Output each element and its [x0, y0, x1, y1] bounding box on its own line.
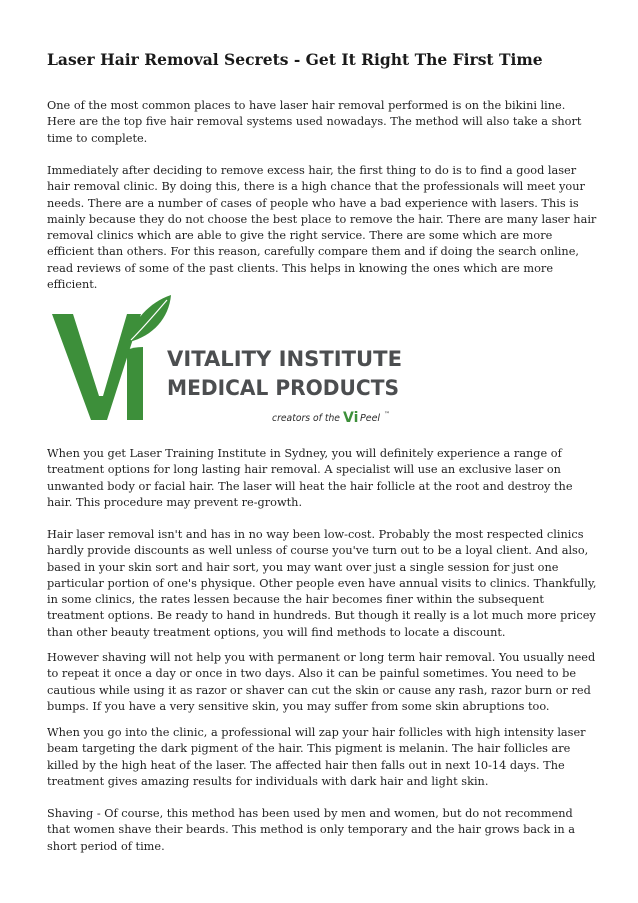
- logo-line-2: MEDICAL PRODUCTS: [167, 376, 399, 401]
- paragraph-clinic: Immediately after deciding to remove excess hair, the first thing to do is to find a good laser hair removal clinic. By doing this, there is a high chance that the professionals will meet your needs. There are a number of cases of people who have a bad experience with lasers. This is mainly because they do not choose the best place to remove the hair. There are many laser hair removal clinics which are able to give the right service. There are some which are more efficient than others. For this reason, carefully compare them and if doing the search online, read reviews of some of the past clients. This helps in knowing the ones which are more efficient.: [47, 164, 597, 292]
- logo-i-stem: [127, 347, 143, 420]
- paragraph-cost: Hair laser removal isn't and has in no way been low-cost. Probably the most respected clinics hardly provide discounts as well unless of course you've turn out to be a loyal client. And also, based in your skin sort and hair sort, you may want over just a single session for just one particular portion of one's physique. Other people even have annual visits to clinics. Thankfully, in some clinics, the rates lessen because the hair becomes finer within the subsequent treatment options. Be ready to hand in hundreds. But though it really is a lot much more pricey than other beauty treatment options, you will find methods to locate a discount.: [47, 528, 597, 639]
- logo-tagline-prefix: creators of the: [272, 413, 341, 424]
- page-title: Laser Hair Removal Secrets - Get It Right The First Time: [47, 50, 543, 69]
- logo-line-1: VITALITY INSTITUTE: [167, 347, 402, 372]
- paragraph-shaving-method: Shaving - Of course, this method has been used by men and women, but do not recommend that women shave their beards. This method is only temporary and the hair grows back in a short period of time.: [47, 807, 576, 853]
- paragraph-intro: One of the most common places to have laser hair removal performed is on the bikini line. Here are the top five hair removal systems used nowadays. The method will also take a short time to complete.: [47, 99, 582, 145]
- vitality-institute-logo: [47, 292, 412, 427]
- logo-tagline-suffix: Peel: [360, 413, 381, 424]
- paragraph-sydney: When you get Laser Training Institute in Sydney, you will definitely experience a range of treatment options for long lasting hair removal. A specialist will use an exclusive laser on unwanted body or facial hair. The laser will heat the hair follicle at the root and destroy the hair. This procedure may prevent re-growth.: [47, 447, 573, 509]
- logo-tagline-tm: ™: [384, 411, 390, 418]
- paragraph-clinic-visit: When you go into the clinic, a professional will zap your hair follicles with high intensity laser beam targeting the dark pigment of the hair. This pigment is melanin. The hair follicles are killed by the high heat of the laser. The affected hair then falls out in next 10-14 days. The treatment gives amazing results for individuals with dark hair and light skin.: [47, 726, 586, 788]
- paragraph-shaving: However shaving will not help you with permanent or long term hair removal. You usually need to repeat it once a day or once in two days. Also it can be painful sometimes. You need to be cautious while using it as razor or shaver can cut the skin or cause any rash, razor burn or red bumps. If you have a very sensitive skin, you may suffer from some skin abruptions too.: [47, 651, 596, 713]
- logo-tagline-mark: Vi: [343, 410, 359, 426]
